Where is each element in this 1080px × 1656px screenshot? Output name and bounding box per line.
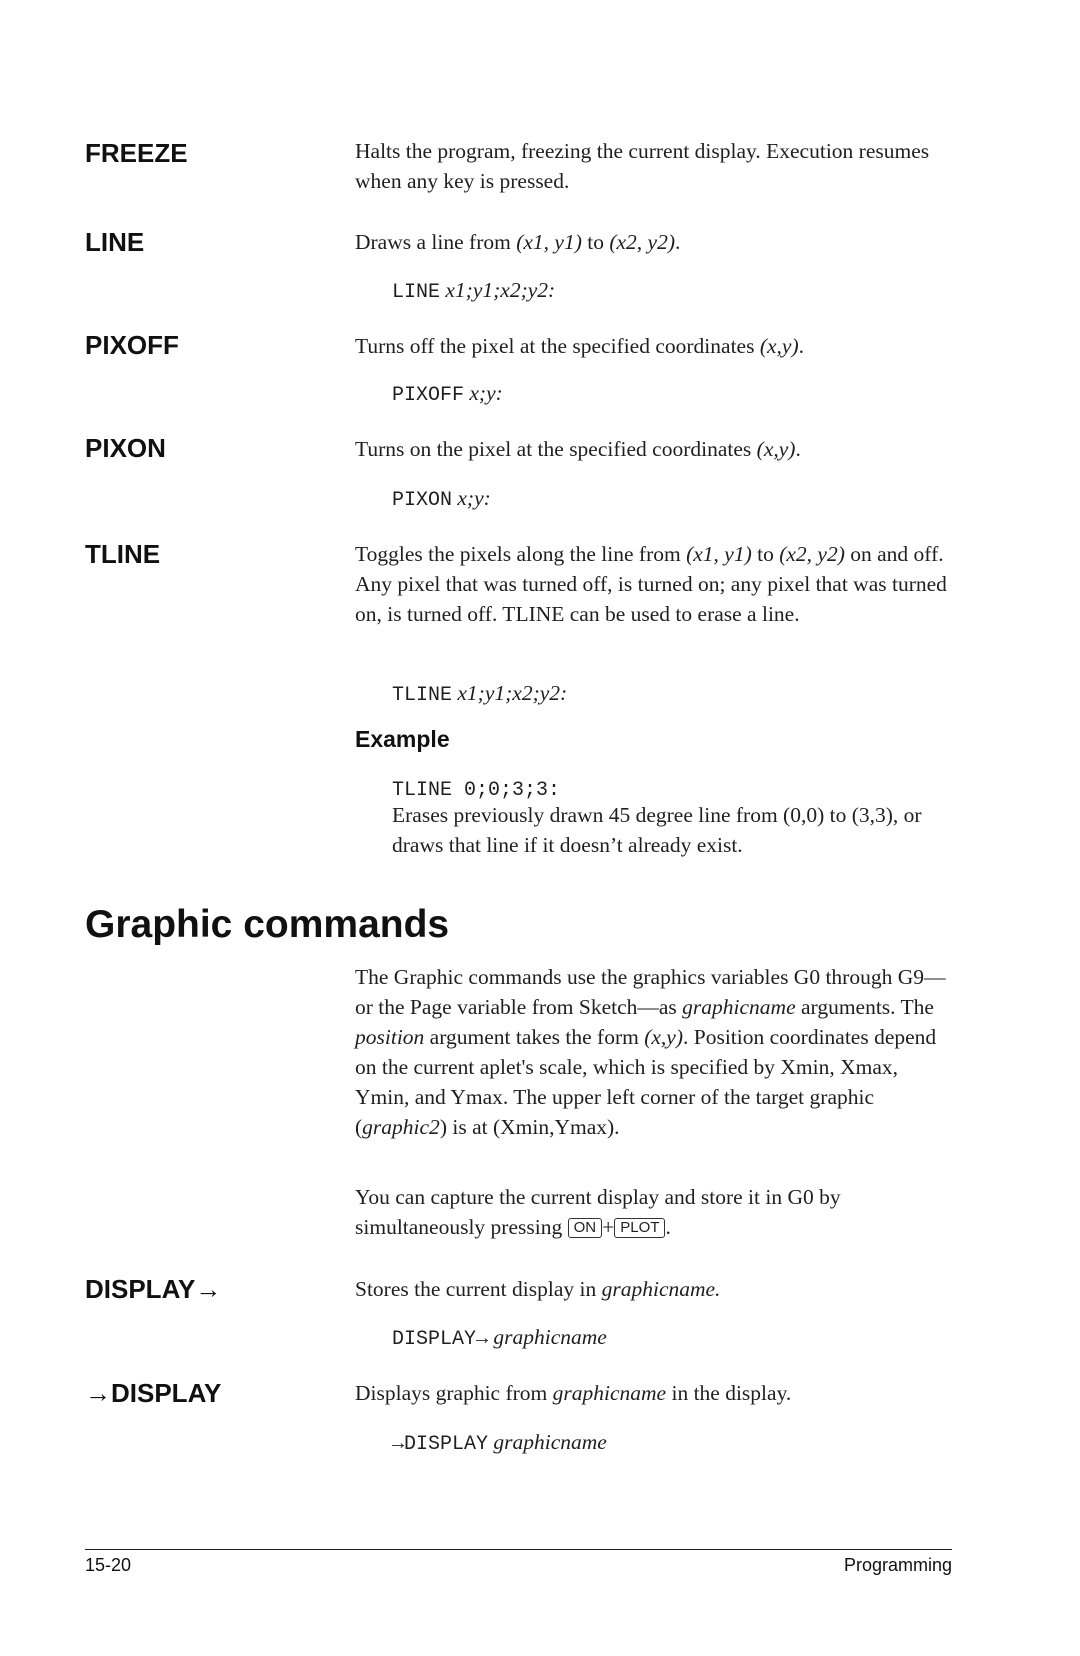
syntax-to-display-cmd: →DISPLAY	[392, 1433, 489, 1456]
syntax-line	[392, 275, 952, 308]
footer-rule	[85, 1549, 952, 1550]
syntax-tline	[392, 678, 952, 711]
syntax-tline-cmd: TLINE	[392, 684, 453, 707]
plot-key-icon: PLOT	[614, 1218, 665, 1238]
desc-to-display-it: graphicname	[552, 1381, 667, 1405]
desc-line-post: .	[675, 230, 681, 254]
intro-p1-graphic2: graphic2	[362, 1115, 440, 1139]
term-to-display: →DISPLAY	[85, 1378, 222, 1408]
intro-p1-a: The Graphic commands use the graphics variables G0 through G9—or the Page variable from Sketch—as	[355, 965, 946, 1019]
on-key-icon: ON	[568, 1218, 603, 1238]
desc-tline-point1: (x1, y1)	[686, 542, 752, 566]
desc-pixoff-post: .	[798, 334, 804, 358]
syntax-pixon	[392, 483, 952, 516]
desc-line	[355, 227, 955, 257]
section-intro-p2	[355, 1182, 955, 1242]
syntax-display-to	[392, 1322, 952, 1355]
syntax-pixoff	[392, 378, 952, 411]
desc-display-to-pre: Stores the current display in	[355, 1277, 602, 1301]
term-freeze: FREEZE	[85, 138, 188, 168]
desc-pixoff	[355, 331, 955, 361]
syntax-pixon-args: x;y:	[457, 486, 491, 510]
desc-line-point2: (x2, y2)	[609, 230, 675, 254]
syntax-line-cmd: LINE	[392, 281, 441, 304]
term-tline: TLINE	[85, 539, 161, 569]
syntax-display-to-args: graphicname	[493, 1325, 607, 1349]
desc-line-mid: to	[581, 230, 610, 254]
term-display-to: DISPLAY→	[85, 1274, 222, 1304]
desc-pixon-post: .	[795, 437, 801, 461]
syntax-display-to-cmd: DISPLAY→	[392, 1328, 489, 1351]
intro-p1-d: . Position coordinates depend on the current aplet's scale, which is specified by Xmin, Xmax, Ymin, and Ymax. The upper left corner of the target graphic (	[355, 1025, 937, 1139]
syntax-to-display-args: graphicname	[493, 1430, 607, 1454]
syntax-tline-args: x1;y1;x2;y2:	[457, 681, 568, 705]
intro-p2-b: .	[665, 1215, 671, 1239]
desc-pixon-coord: (x,y)	[756, 437, 796, 461]
footer-page-number: 15-20	[85, 1555, 132, 1575]
intro-p1-position: position	[355, 1025, 425, 1049]
example-desc: Erases previously drawn 45 degree line from (0,0) to (3,3), or draws that line if it doesn’t already exist.	[392, 803, 922, 857]
desc-tline-post: on and off. Any pixel that was turned off, is turned on; any pixel that was turned on, is turned off. TLINE can be used to erase a line.	[355, 542, 947, 626]
desc-pixon-pre: Turns on the pixel at the specified coordinates	[355, 437, 757, 461]
desc-display-to	[355, 1274, 955, 1304]
section-title: Graphic commands	[85, 903, 450, 946]
syntax-pixoff-cmd: PIXOFF	[392, 384, 465, 407]
syntax-pixoff-args: x;y:	[469, 381, 503, 405]
desc-pixon	[355, 434, 955, 464]
example-code-text: TLINE 0;0;3;3:	[392, 779, 561, 802]
intro-p1-c: argument takes the form	[424, 1025, 645, 1049]
term-pixoff: PIXOFF	[85, 330, 179, 360]
intro-p1-e: ) is at (Xmin,Ymax).	[439, 1115, 620, 1139]
desc-line-pre: Draws a line from	[355, 230, 517, 254]
desc-to-display-pre: Displays graphic from	[355, 1381, 553, 1405]
desc-tline	[355, 539, 955, 629]
desc-tline-point2: (x2, y2)	[779, 542, 845, 566]
desc-display-to-it: graphicname.	[601, 1277, 721, 1301]
intro-p2-plus: +	[602, 1215, 615, 1239]
syntax-pixon-cmd: PIXON	[392, 489, 453, 512]
term-line: LINE	[85, 227, 145, 257]
desc-to-display	[355, 1378, 955, 1408]
example-heading: Example	[355, 726, 450, 752]
desc-line-point1: (x1, y1)	[516, 230, 582, 254]
syntax-to-display	[392, 1427, 952, 1460]
section-intro-p1	[355, 962, 955, 1142]
desc-pixoff-pre: Turns off the pixel at the specified coordinates	[355, 334, 760, 358]
desc-tline-pre: Toggles the pixels along the line from	[355, 542, 687, 566]
desc-tline-mid: to	[751, 542, 780, 566]
desc-freeze: Halts the program, freezing the current display. Execution resumes when any key is pressed.	[355, 139, 930, 193]
intro-p1-graphicname: graphicname	[682, 995, 796, 1019]
intro-p1-coord: (x,y)	[644, 1025, 683, 1049]
footer-chapter: Programming	[843, 1555, 952, 1575]
syntax-line-args: x1;y1;x2;y2:	[445, 278, 556, 302]
intro-p2-a: You can capture the current display and store it in G0 by simultaneously pressing	[355, 1185, 841, 1239]
intro-p1-b: arguments. The	[795, 995, 934, 1019]
term-pixon: PIXON	[85, 433, 166, 463]
desc-pixoff-coord: (x,y)	[759, 334, 799, 358]
desc-to-display-post: in the display.	[666, 1381, 792, 1405]
